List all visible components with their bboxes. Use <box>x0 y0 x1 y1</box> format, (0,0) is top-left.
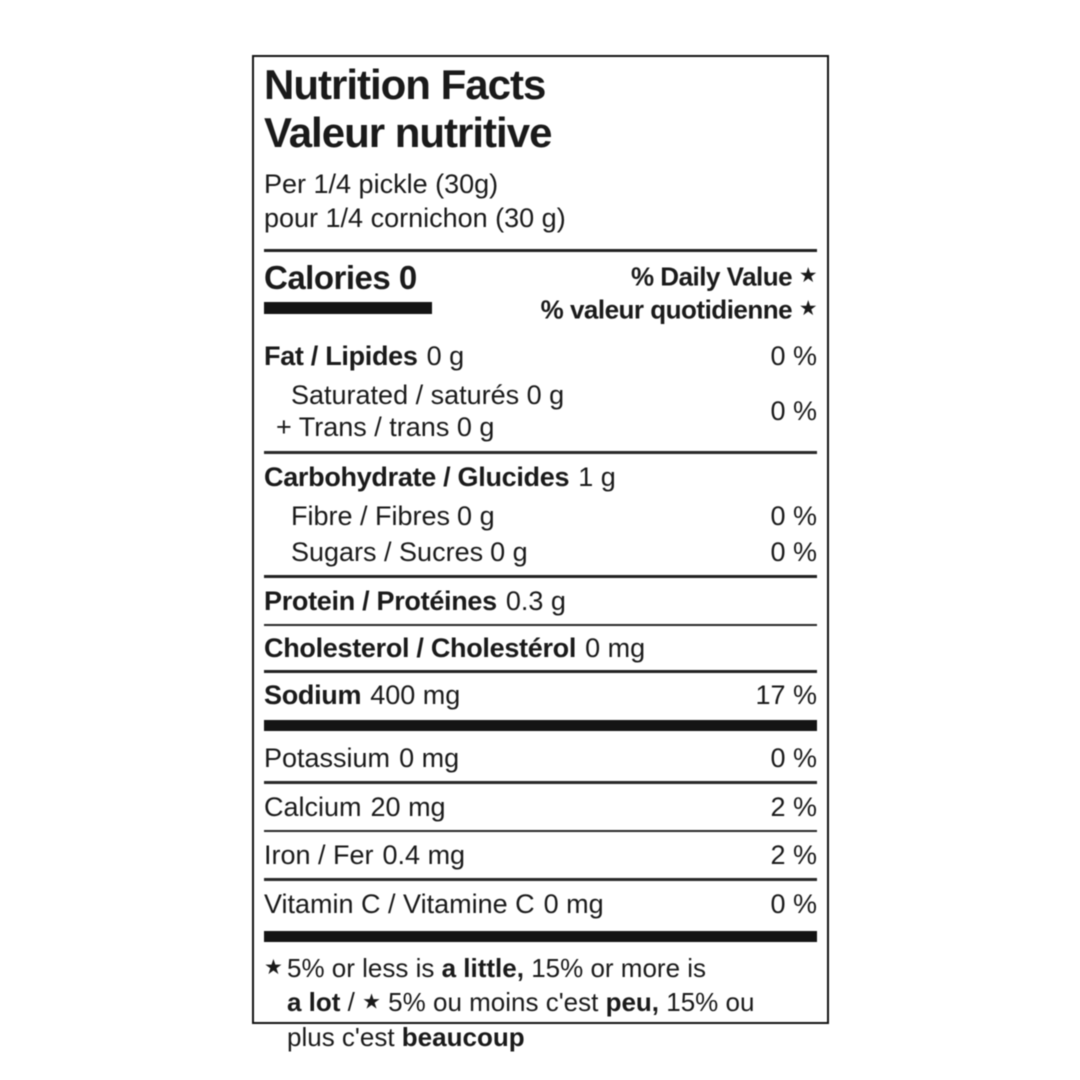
row-cholesterol <box>264 626 817 670</box>
label-title-fr: Valeur nutritive <box>264 109 552 156</box>
nutrient-name-bold: Carbohydrate / Glucides <box>264 461 570 492</box>
footnote-star-icon: ★ <box>362 990 381 1014</box>
thick-bar-below-vitamin-c <box>264 931 817 942</box>
nutrient-name-text: Potassium <box>264 743 391 774</box>
daily-value-star-icon: ★ <box>798 264 817 287</box>
row-iron <box>264 832 817 878</box>
footnote-text-bold: a lot <box>287 987 341 1018</box>
nutrient-amount: 400 mg <box>370 680 461 711</box>
nutrient-name <box>264 888 604 920</box>
footnote-text-bold: peu, <box>605 987 660 1018</box>
nutrient-name <box>291 500 495 532</box>
daily-value-footnote <box>264 951 817 1054</box>
daily-value-header-fr-text: % valeur quotidienne <box>540 294 793 325</box>
row-sugars <box>264 534 817 575</box>
saturated-line: Saturated / saturés 0 g <box>291 380 565 411</box>
calories-value: 0 <box>398 259 417 296</box>
nutrient-name-text: Fibre / Fibres <box>291 500 451 531</box>
nutrient-name-bold: Protein / Protéines <box>264 585 497 616</box>
nutrient-name <box>264 679 460 711</box>
nutrient-name-text: Iron / Fer <box>264 840 374 871</box>
nutrient-name <box>264 742 459 774</box>
daily-value-header-en-text: % Daily Value <box>630 261 793 292</box>
nutrient-dv: 0 % <box>770 743 817 774</box>
footnote-text: / <box>340 987 363 1018</box>
serving-size-fr: pour 1/4 cornichon (30 g) <box>264 203 566 233</box>
nutrient-dv: 0 % <box>770 396 817 427</box>
row-calcium <box>264 784 817 830</box>
row-protein <box>264 578 817 624</box>
footnote-line-3 <box>264 1020 817 1054</box>
daily-value-header <box>541 260 817 325</box>
thick-bar-below-sodium <box>264 720 817 731</box>
nutrient-dv: 0 % <box>770 341 817 372</box>
nutrient-amount: 20 mg <box>370 791 446 822</box>
nutrient-name-bold: Fat / Lipides <box>264 341 418 372</box>
calories-line <box>264 260 432 296</box>
calories-underline-bar <box>264 302 432 314</box>
row-potassium <box>264 735 817 781</box>
calories-section <box>264 260 432 314</box>
nutrient-name <box>264 379 564 443</box>
footnote-text-bold: a little, <box>441 952 524 983</box>
calories-label: Calories <box>264 259 391 296</box>
daily-value-header-fr <box>541 293 817 326</box>
row-fat <box>264 335 817 377</box>
row-saturated-trans <box>264 377 817 451</box>
footnote-star-icon: ★ <box>264 956 283 980</box>
nutrient-amount: 0.4 mg <box>382 840 466 871</box>
nutrition-facts-label <box>252 55 829 1052</box>
footnote-text: 15% ou <box>659 987 755 1018</box>
daily-value-header-en <box>541 260 817 293</box>
row-sodium <box>264 673 817 716</box>
nutrient-dv: 17 % <box>755 680 817 711</box>
nutrient-name <box>264 791 446 823</box>
footnote-line-1 <box>264 951 817 985</box>
nutrient-amount: 0 g <box>426 341 465 372</box>
nutrient-name <box>291 536 528 568</box>
row-carbohydrate <box>264 454 817 498</box>
nutrient-name-text: Sugars / Sucres <box>291 536 484 567</box>
nutrient-amount: 0 mg <box>399 743 460 774</box>
serving-size <box>264 167 817 235</box>
row-vitamin-c <box>264 881 817 927</box>
nutrient-name <box>264 461 616 493</box>
trans-line: + Trans / trans 0 g <box>276 412 495 443</box>
calories-daily-value-block <box>264 252 817 335</box>
nutrient-dv: 2 % <box>770 840 817 871</box>
nutrient-amount: 0 mg <box>543 888 604 919</box>
nutrient-amount: 0 mg <box>585 633 646 664</box>
daily-value-star-icon: ★ <box>798 296 817 320</box>
nutrient-amount: 1 g <box>578 461 616 492</box>
nutrient-name-bold: Sodium <box>264 680 362 711</box>
nutrient-dv: 0 % <box>770 888 817 919</box>
nutrient-dv: 0 % <box>770 536 817 567</box>
nutrient-name <box>264 839 465 871</box>
nutrient-dv: 0 % <box>770 500 817 531</box>
nutrient-name <box>264 632 645 664</box>
row-fibre <box>264 498 817 534</box>
nutrient-name <box>264 585 566 617</box>
nutrient-name <box>264 340 464 372</box>
footnote-text: plus c'est <box>287 1021 402 1052</box>
label-title-en: Nutrition Facts <box>264 61 546 108</box>
nutrient-name-bold: Cholesterol / Cholestérol <box>264 633 577 664</box>
footnote-text: 15% or more is <box>523 952 707 983</box>
footnote-text: 5% ou moins c'est <box>380 987 606 1018</box>
nutrient-amount: 0.3 g <box>505 585 566 616</box>
footnote-line-2 <box>264 985 817 1019</box>
nutrient-amount: 0 g <box>457 500 495 531</box>
serving-size-en: Per 1/4 pickle (30g) <box>264 169 499 199</box>
footnote-text: 5% or less is <box>287 952 442 983</box>
footnote-text-bold: beaucoup <box>401 1021 525 1052</box>
nutrient-amount: 0 g <box>490 536 528 567</box>
nutrient-dv: 2 % <box>770 791 817 822</box>
nutrient-name-text: Calcium <box>264 791 362 822</box>
nutrient-name-text: Vitamin C / Vitamine C <box>264 888 535 919</box>
